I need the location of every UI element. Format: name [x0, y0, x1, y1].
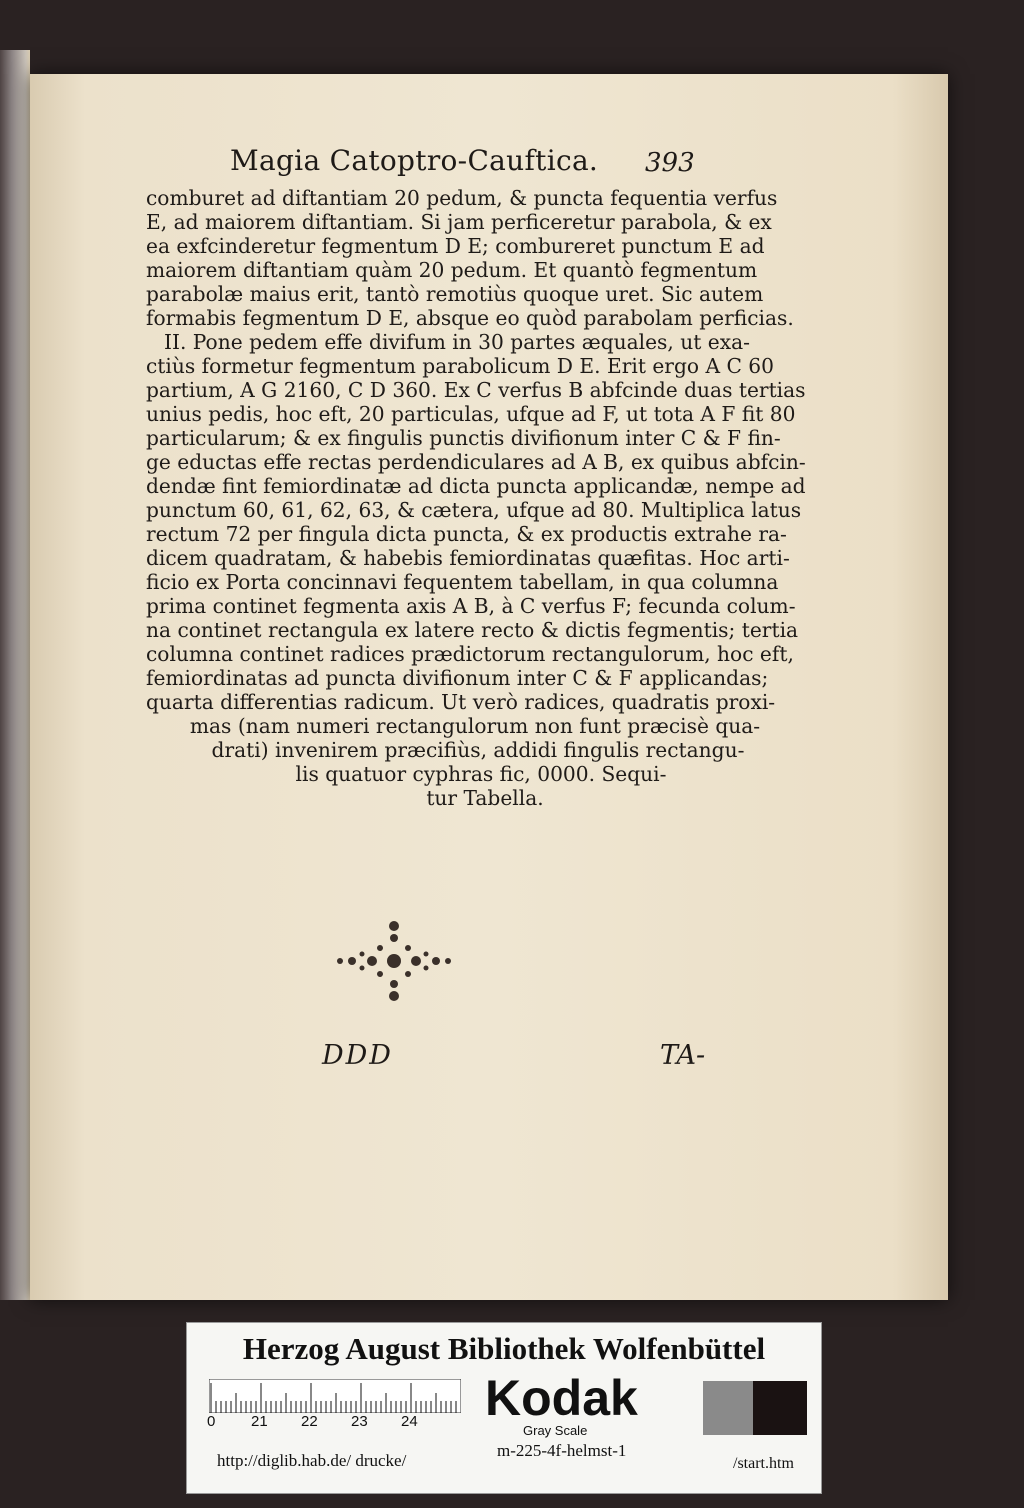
gray-swatch [703, 1381, 753, 1435]
text-line: dendæ fint femiordinatæ ad dicta puncta applicandæ, nempe ad [146, 474, 806, 498]
text-line: ctiùs formetur fegmentum parabolicum D E. Erit ergo A C 60 [146, 354, 774, 378]
text-line: comburet ad diftantiam 20 pedum, & puncta fequentia verfus [146, 186, 778, 210]
page-number: 393 [645, 148, 695, 178]
ruler-label: 0 [207, 1413, 216, 1430]
binding-spine [0, 50, 30, 1300]
text-line: II. Pone pedem effe divifum in 30 partes æquales, ut exa- [164, 330, 750, 354]
kodak-logo: Kodak [485, 1370, 638, 1426]
text-line: parabolæ maius erit, tantò remotiùs quoque uret. Sic autem [146, 282, 764, 306]
fleuron-ornament-icon [334, 916, 454, 1006]
text-line: ge eductas effe rectas perdendiculares ad A B, ex quibus abfcin- [146, 450, 806, 474]
text-line: formabis fegmentum D E, absque eo quòd parabolam perficias. [146, 306, 794, 330]
text-line: femiordinatas ad puncta divifionum inter C & F applicandas; [146, 666, 769, 690]
text-line: prima continet fegmenta axis A B, à C verfus F; fecunda colum- [146, 594, 796, 618]
text-line: maiorem diftantiam quàm 20 pedum. Et quantò fegmentum [146, 258, 758, 282]
text-line: particularum; & ex fingulis punctis divifionum inter C & F fin- [146, 426, 781, 450]
text-line: rectum 72 per fingula dicta puncta, & ex productis extrahe ra- [146, 522, 787, 546]
book-page [30, 74, 948, 1300]
ruler-label: 21 [251, 1413, 268, 1430]
ruler-labels [209, 1413, 469, 1433]
text-line: quarta differentias radicum. Ut verò radices, quadratis proxi- [146, 690, 776, 714]
ruler-label: 22 [301, 1413, 318, 1430]
ruler-label: 23 [351, 1413, 368, 1430]
text-line: ea exfcinderetur fegmentum D E; combureret punctum E ad [146, 234, 765, 258]
page-header [30, 144, 948, 184]
text-line: ficio ex Porta concinnavi fequentem tabellam, in qua columna [146, 570, 779, 594]
text-line: mas (nam numeri rectangulorum non funt præcisè qua- [189, 714, 761, 738]
running-title: Magia Catoptro-Cauftica. [230, 144, 599, 177]
text-line: drati) invenirem præcifiùs, addidi fingulis rectangu- [211, 738, 745, 762]
text-line: dicem quadratam, & habebis femiordinatas quæfitas. Hoc arti- [146, 546, 790, 570]
ruler-label: 24 [401, 1413, 418, 1430]
shelfmark: m-225-4f-helmst-1 [497, 1441, 627, 1460]
text-line: tur Tabella. [426, 786, 544, 810]
text-line: punctum 60, 61, 62, 63, & cætera, ufque ad 80. Multiplica latus [146, 498, 802, 522]
catchword: TA- [660, 1040, 706, 1071]
text-line: partium, A G 2160, C D 360. Ex C verfus B abfcinde duas tertias [146, 378, 806, 402]
color-target-card [186, 1322, 822, 1494]
text-line: E, ad maiorem diftantiam. Si jam perficeretur parabola, & ex [146, 210, 772, 234]
dark-swatch [753, 1381, 807, 1435]
signature-mark: DDD [322, 1040, 393, 1071]
library-name: Herzog August Bibliothek Wolfenbüttel [242, 1331, 766, 1366]
url-right: /start.htm [733, 1455, 794, 1472]
text-line: columna continet radices prædictorum rectangulorum, hoc eft, [146, 642, 794, 666]
ruler-scale-icon [209, 1379, 461, 1413]
body-text [146, 186, 806, 810]
gray-scale-label: Gray Scale [523, 1423, 588, 1438]
text-line: na continet rectangula ex latere recto & dictis fegmentis; tertia [146, 618, 799, 642]
url-left: http://diglib.hab.de/ drucke/ [217, 1451, 407, 1470]
text-line: unius pedis, hoc eft, 20 particulas, ufque ad F, ut tota A F fit 80 [146, 402, 796, 426]
text-line: lis quatuor cyphras fic, 0000. Sequi- [295, 762, 667, 786]
